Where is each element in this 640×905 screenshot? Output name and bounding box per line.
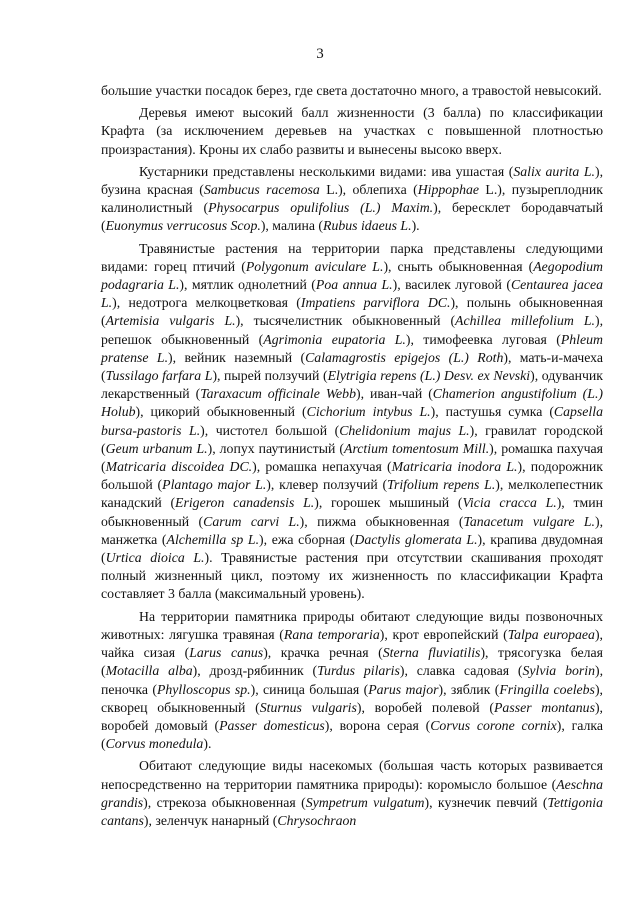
latin-name: Salix aurita L. [513, 163, 595, 179]
text-segment: ), ромашка пахучая ( [101, 440, 603, 475]
latin-name: Chelidonium majus L. [339, 422, 470, 438]
latin-name: Aegopodium podagraria L. [101, 258, 603, 293]
document-body [101, 82, 603, 834]
text-segment: ), горошек мышиный ( [314, 495, 463, 511]
text-segment: ), вейник наземный ( [168, 349, 306, 365]
text-segment: ), сныть обыкновенная ( [383, 258, 534, 274]
latin-name: Sympetrum vulgatum [305, 794, 425, 810]
page-number: 3 [316, 46, 324, 62]
latin-name: Sylvia borin [522, 663, 595, 679]
text-segment: ), репешок обыкновенный ( [101, 313, 604, 347]
text-segment: ), манжетка ( [101, 513, 604, 547]
text-segment: ), крачка речная ( [263, 645, 383, 661]
latin-name: Cichorium intybus L. [306, 404, 431, 420]
text-segment: ), василек луговой ( [392, 277, 511, 293]
text-segment: ), кузнечик певчий ( [424, 794, 548, 810]
text-segment: ), дрозд-рябинник ( [192, 663, 318, 679]
text-segment: Деревья имеют высокий балл жизненности (3 балла) по классификации Крафта (за исключением деревьев на участках с повышенной плотностью произрастания). Кроны их слабо развиты и вынесены высоко вверх. [101, 105, 603, 157]
latin-name: Corvus monedula [105, 736, 204, 752]
text-segment: ), тысячелистник обыкновенный ( [235, 313, 456, 329]
latin-name: Tanacetum vulgare L. [463, 513, 595, 529]
latin-name: Euonymus verrucosus Scop. [105, 218, 261, 234]
latin-name: Matricaria inodora L. [391, 459, 518, 475]
latin-name: Talpa europaea [507, 626, 595, 642]
text-segment: ), ворона серая ( [324, 717, 431, 733]
text-segment: ), пастушья сумка ( [430, 404, 554, 420]
text-segment: Обитают следующие виды насекомых (большая часть которых развивается непосредственно на территории памятника природы): коромысло большое ( [101, 758, 603, 792]
latin-name: Calamagrostis epigejos (L.) Roth [305, 349, 504, 365]
text-segment: ), стрекоза обыкновенная ( [143, 794, 306, 810]
paragraph [101, 240, 603, 604]
text-segment: ), чистотел большой ( [200, 422, 340, 438]
text-segment: ), крот европейский ( [379, 626, 508, 642]
text-segment: ), зеленчук нанарный ( [143, 812, 278, 828]
text-segment: ), мятлик однолетний ( [179, 277, 316, 293]
latin-name: Sturnus vulgaris [259, 699, 357, 715]
latin-name: Urtica dioica L. [105, 550, 205, 566]
text-segment: ), подорожник большой ( [101, 459, 603, 493]
latin-name: Aeschna grandis [101, 776, 603, 810]
text-segment: ), иван-чай ( [355, 386, 433, 402]
text-segment: ). [411, 218, 420, 234]
text-segment: большие участки посадок берез, где света достаточно много, а травостой невысокий. [101, 83, 602, 98]
text-segment: ), зяблик ( [438, 681, 500, 697]
text-segment: ), лопух паутинистый ( [207, 440, 345, 456]
text-segment: ), малина ( [260, 218, 324, 234]
latin-name: Impatiens parviflora DC. [300, 295, 451, 311]
text-segment: ). Травянистые растения при отсутствии скашивания проходят полный жизненный цикл, поэтому их жизненность по классификации Крафта составляет 3 балла (максимальный уровень). [101, 550, 603, 602]
text-segment: ), синица большая ( [250, 681, 369, 697]
latin-name: Agrimonia eupatoria L. [263, 331, 406, 347]
text-segment: ), тимофеевка луговая ( [405, 331, 561, 347]
latin-name: Vicia cracca L. [462, 495, 557, 511]
latin-name: Sambucus racemosa [203, 182, 320, 198]
paragraph [101, 82, 603, 100]
latin-name: Polygonum aviculare L. [245, 258, 384, 274]
latin-name: Carum carvi L. [203, 513, 300, 529]
latin-name: Phleum pratense L. [101, 331, 603, 365]
text-segment: ), пижма обыкновенная ( [299, 513, 464, 529]
latin-name: Corvus corone cornix [430, 717, 557, 733]
text-segment: ), пеночка ( [101, 663, 604, 697]
text-segment: ), скворец обыкновенный ( [101, 681, 603, 715]
text-segment: ), воробей полевой ( [356, 699, 494, 715]
text-segment: ), ежа сборная ( [259, 531, 355, 547]
text-segment: ), гравилат городской ( [101, 422, 603, 456]
text-segment: ), чайка сизая ( [101, 626, 603, 661]
latin-name: Rubus idaeus L. [323, 218, 412, 234]
latin-name: Matricaria discoidea DC. [105, 459, 253, 475]
latin-name: Plantago major L. [162, 477, 267, 493]
text-segment: ), полынь обыкновенная ( [101, 295, 604, 329]
latin-name: Poa annua L. [315, 277, 393, 293]
latin-name: Motacilla alba [105, 663, 193, 679]
latin-name: Arctium tomentosum Mill. [344, 440, 490, 456]
latin-name: Capsella bursa-pastoris L. [101, 404, 603, 438]
latin-name: Dactylis glomerata L. [354, 531, 478, 547]
latin-name: Hippophae [417, 182, 479, 198]
latin-name: Tettigonia cantans [101, 794, 603, 828]
text-segment: L.), пузыреплодник калинолистный ( [101, 182, 603, 216]
text-segment: ), клевер ползучий ( [266, 477, 388, 493]
text-segment: L.), облепиха ( [319, 182, 418, 198]
latin-name: Chrysochraon [277, 812, 357, 828]
text-segment: На территории памятника природы обитают следующие виды позвоночных животных: лягушка травяная ( [101, 608, 603, 642]
latin-name: Trifolium repens L. [387, 477, 496, 493]
text-segment: ), недотрога мелкоцветковая ( [112, 295, 301, 311]
latin-name: Physocarpus opulifolius (L.) Maxim. [208, 200, 434, 216]
text-segment: ), бересклет бородавчатый ( [101, 200, 603, 234]
latin-name: Achillea millefolium L. [455, 313, 595, 329]
paragraph [101, 608, 603, 754]
latin-name: Taraxacum officinale Webb [200, 386, 356, 402]
text-segment: ), ромашка непахучая ( [252, 459, 392, 475]
text-segment: ), воробей домовый ( [101, 699, 603, 733]
paragraph [101, 757, 603, 830]
text-segment: ). [203, 736, 212, 752]
text-segment: Кустарники представлены несколькими видами: ива ушастая ( [139, 163, 514, 179]
text-segment: ), галка ( [101, 717, 603, 752]
latin-name: Larus canus [189, 645, 264, 661]
text-segment: ), мать-и-мачеха ( [101, 349, 604, 384]
text-segment: ), крапива двудомная ( [101, 531, 604, 566]
paragraph [101, 163, 603, 236]
latin-name: Artemisia vulgaris L. [105, 313, 236, 329]
text-segment: ), трясогузка белая ( [101, 645, 604, 679]
text-segment: Травянистые растения на территории парка представлены следующими видами: горец птичий ( [101, 240, 603, 274]
latin-name: Fringilla coelebs [499, 681, 595, 697]
text-segment: ), тмин обыкновенный ( [101, 495, 603, 529]
text-segment: ), славка садовая ( [399, 663, 523, 679]
latin-name: Rana temporaria [283, 626, 380, 642]
latin-name: Centaurea jacea L. [101, 277, 603, 311]
latin-name: Passer montanus [494, 699, 595, 715]
text-segment: ), одуванчик лекарственный ( [101, 368, 603, 402]
latin-name: Parus major [368, 681, 439, 697]
text-segment: ), бузина красная ( [101, 163, 604, 198]
latin-name: Elytrigia repens (L.) Desv. ex Nevski [327, 368, 531, 384]
latin-name: Alchemilla sp L. [166, 531, 260, 547]
latin-name: Passer domesticus [219, 717, 325, 733]
text-segment: ), пырей ползучий ( [212, 368, 328, 384]
latin-name: Geum urbanum L. [105, 440, 208, 456]
latin-name: Chamerion angustifolium (L.) Holub [101, 386, 603, 420]
text-segment: ), мелколепестник канадский ( [101, 477, 603, 511]
latin-name: Turdus pilaris [317, 663, 400, 679]
latin-name: Tussilago farfara L [105, 368, 213, 384]
latin-name: Phylloscopus sp. [156, 681, 251, 697]
paragraph [101, 104, 603, 159]
latin-name: Sterna fluviatilis [382, 645, 481, 661]
latin-name: Erigeron canadensis L. [175, 495, 315, 511]
text-segment: ), цикорий обыкновенный ( [135, 404, 307, 420]
